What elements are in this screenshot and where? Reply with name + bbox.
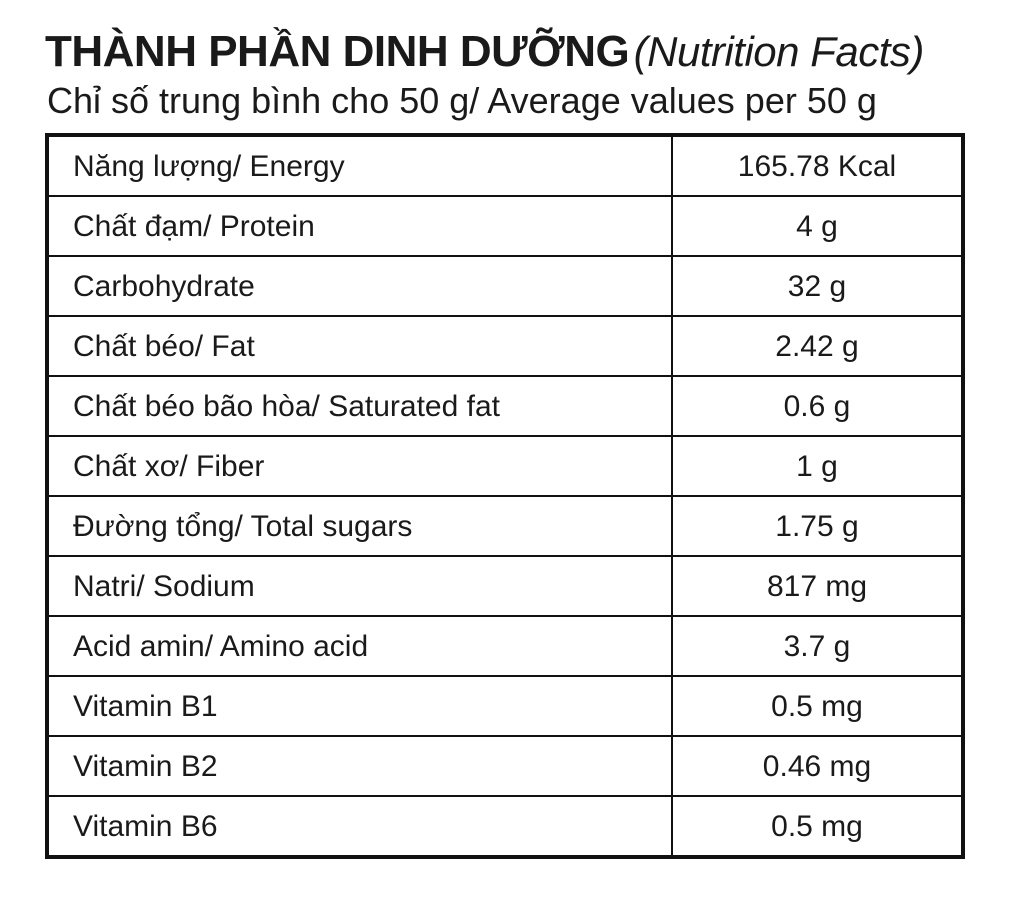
nutrient-value: 0.5 mg	[672, 676, 963, 736]
nutrient-value: 817 mg	[672, 556, 963, 616]
nutrient-value: 0.46 mg	[672, 736, 963, 796]
nutrient-value: 1 g	[672, 436, 963, 496]
page-title-english: (Nutrition Facts)	[633, 28, 924, 75]
table-row	[47, 556, 963, 616]
nutrient-label: Carbohydrate	[47, 256, 672, 316]
nutrition-table	[45, 133, 965, 859]
nutrient-label: Năng lượng/ Energy	[47, 135, 672, 196]
nutrient-value: 3.7 g	[672, 616, 963, 676]
nutrient-value: 4 g	[672, 196, 963, 256]
nutrient-value: 165.78 Kcal	[672, 135, 963, 196]
nutrient-label: Chất đạm/ Protein	[47, 196, 672, 256]
table-row	[47, 736, 963, 796]
table-row	[47, 496, 963, 556]
table-row	[47, 135, 963, 196]
nutrient-label: Đường tổng/ Total sugars	[47, 496, 672, 556]
table-row	[47, 796, 963, 857]
table-row	[47, 316, 963, 376]
table-row	[47, 376, 963, 436]
page-title-vietnamese: THÀNH PHẦN DINH DƯỠNG	[45, 27, 630, 76]
table-row	[47, 676, 963, 736]
table-row	[47, 436, 963, 496]
table-row	[47, 256, 963, 316]
nutrient-label: Chất béo/ Fat	[47, 316, 672, 376]
nutrient-value: 1.75 g	[672, 496, 963, 556]
nutrient-value: 32 g	[672, 256, 963, 316]
nutrient-value: 0.5 mg	[672, 796, 963, 857]
nutrient-label: Vitamin B1	[47, 676, 672, 736]
page-title	[45, 27, 971, 76]
serving-size-subtitle: Chỉ số trung bình cho 50 g/ Average values per 50 g	[47, 80, 877, 121]
nutrient-label: Natri/ Sodium	[47, 556, 672, 616]
nutrient-label: Chất béo bão hòa/ Saturated fat	[47, 376, 672, 436]
nutrient-value: 2.42 g	[672, 316, 963, 376]
nutrition-table-body	[47, 135, 963, 857]
nutrient-label: Acid amin/ Amino acid	[47, 616, 672, 676]
table-row	[47, 616, 963, 676]
nutrient-value: 0.6 g	[672, 376, 963, 436]
nutrient-label: Chất xơ/ Fiber	[47, 436, 672, 496]
nutrient-label: Vitamin B6	[47, 796, 672, 857]
nutrient-label: Vitamin B2	[47, 736, 672, 796]
table-row	[47, 196, 963, 256]
